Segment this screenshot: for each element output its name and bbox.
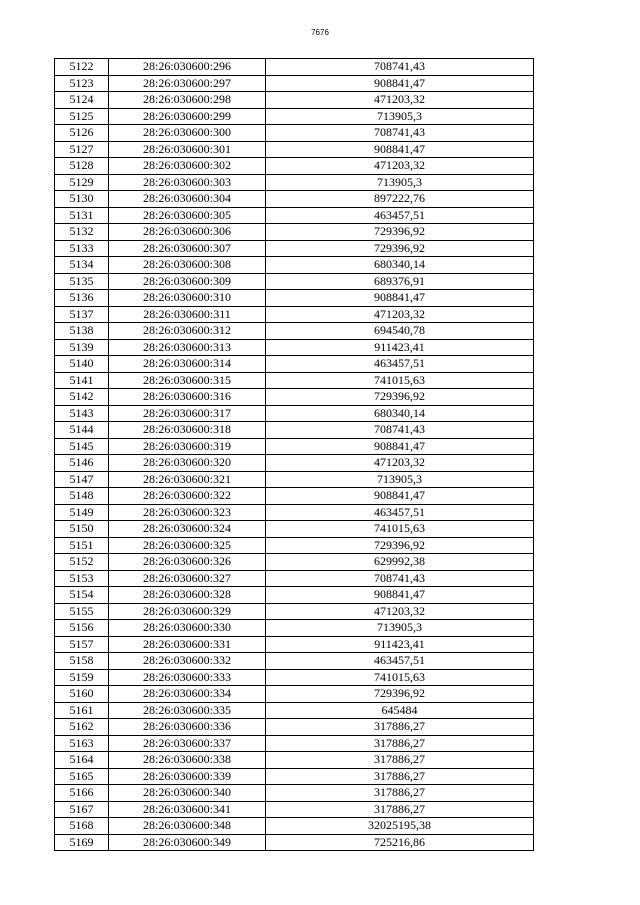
cadastral-value-cell: 708741,43 <box>266 422 534 439</box>
row-number-cell: 5161 <box>55 702 109 719</box>
table-row <box>55 587 534 604</box>
cadastral-value-cell: 911423,41 <box>266 339 534 356</box>
row-number-cell: 5157 <box>55 636 109 653</box>
cadastral-value-cell: 471203,32 <box>266 455 534 472</box>
cadastral-number-cell: 28:26:030600:337 <box>109 735 266 752</box>
cadastral-number-cell: 28:26:030600:297 <box>109 75 266 92</box>
cadastral-number-cell: 28:26:030600:320 <box>109 455 266 472</box>
cadastral-value-cell: 463457,51 <box>266 653 534 670</box>
cadastral-number-cell: 28:26:030600:330 <box>109 620 266 637</box>
cadastral-number-cell: 28:26:030600:340 <box>109 785 266 802</box>
cadastral-value-cell: 741015,63 <box>266 521 534 538</box>
row-number-cell: 5122 <box>55 59 109 76</box>
table-row <box>55 290 534 307</box>
row-number-cell: 5148 <box>55 488 109 505</box>
row-number-cell: 5130 <box>55 191 109 208</box>
row-number-cell: 5158 <box>55 653 109 670</box>
cadastral-value-cell: 729396,92 <box>266 537 534 554</box>
table-row <box>55 389 534 406</box>
row-number-cell: 5156 <box>55 620 109 637</box>
cadastral-number-cell: 28:26:030600:303 <box>109 174 266 191</box>
table-row <box>55 620 534 637</box>
cadastral-number-cell: 28:26:030600:304 <box>109 191 266 208</box>
cadastral-number-cell: 28:26:030600:331 <box>109 636 266 653</box>
cadastral-number-cell: 28:26:030600:308 <box>109 257 266 274</box>
cadastral-value-cell: 471203,32 <box>266 158 534 175</box>
table-row <box>55 207 534 224</box>
cadastral-number-cell: 28:26:030600:311 <box>109 306 266 323</box>
cadastral-value-cell: 897222,76 <box>266 191 534 208</box>
table-row <box>55 240 534 257</box>
cadastral-value-cell: 32025195,38 <box>266 818 534 835</box>
page-number: 7676 <box>311 28 329 37</box>
table-row <box>55 834 534 851</box>
row-number-cell: 5129 <box>55 174 109 191</box>
row-number-cell: 5140 <box>55 356 109 373</box>
table-row <box>55 669 534 686</box>
cadastral-value-cell: 908841,47 <box>266 488 534 505</box>
cadastral-number-cell: 28:26:030600:333 <box>109 669 266 686</box>
cadastral-value-cell: 908841,47 <box>266 75 534 92</box>
table-row <box>55 702 534 719</box>
cadastral-value-cell: 741015,63 <box>266 372 534 389</box>
row-number-cell: 5167 <box>55 801 109 818</box>
cadastral-value-cell: 317886,27 <box>266 752 534 769</box>
row-number-cell: 5155 <box>55 603 109 620</box>
cadastral-value-cell: 629992,38 <box>266 554 534 571</box>
table-row <box>55 108 534 125</box>
cadastral-number-cell: 28:26:030600:326 <box>109 554 266 571</box>
row-number-cell: 5160 <box>55 686 109 703</box>
cadastral-value-cell: 317886,27 <box>266 801 534 818</box>
cadastral-value-cell: 680340,14 <box>266 405 534 422</box>
table-row <box>55 75 534 92</box>
table-row <box>55 356 534 373</box>
table-row <box>55 785 534 802</box>
table-row <box>55 191 534 208</box>
row-number-cell: 5149 <box>55 504 109 521</box>
row-number-cell: 5141 <box>55 372 109 389</box>
cadastral-number-cell: 28:26:030600:309 <box>109 273 266 290</box>
row-number-cell: 5151 <box>55 537 109 554</box>
cadastral-number-cell: 28:26:030600:319 <box>109 438 266 455</box>
cadastral-number-cell: 28:26:030600:298 <box>109 92 266 109</box>
cadastral-value-cell: 729396,92 <box>266 686 534 703</box>
table-row <box>55 554 534 571</box>
cadastral-number-cell: 28:26:030600:317 <box>109 405 266 422</box>
cadastral-value-cell: 708741,43 <box>266 125 534 142</box>
table-row <box>55 174 534 191</box>
row-number-cell: 5153 <box>55 570 109 587</box>
row-number-cell: 5132 <box>55 224 109 241</box>
cadastral-value-cell: 694540,78 <box>266 323 534 340</box>
cadastral-number-cell: 28:26:030600:323 <box>109 504 266 521</box>
row-number-cell: 5138 <box>55 323 109 340</box>
table-row <box>55 818 534 835</box>
cadastral-number-cell: 28:26:030600:324 <box>109 521 266 538</box>
cadastral-number-cell: 28:26:030600:349 <box>109 834 266 851</box>
cadastral-value-cell: 908841,47 <box>266 141 534 158</box>
row-number-cell: 5123 <box>55 75 109 92</box>
table-row <box>55 438 534 455</box>
cadastral-number-cell: 28:26:030600:318 <box>109 422 266 439</box>
row-number-cell: 5150 <box>55 521 109 538</box>
cadastral-value-cell: 689376,91 <box>266 273 534 290</box>
cadastral-value-cell: 680340,14 <box>266 257 534 274</box>
cadastral-value-cell: 463457,51 <box>266 504 534 521</box>
table-row <box>55 768 534 785</box>
cadastral-number-cell: 28:26:030600:312 <box>109 323 266 340</box>
cadastral-number-cell: 28:26:030600:302 <box>109 158 266 175</box>
table-row <box>55 752 534 769</box>
cadastral-value-cell: 729396,92 <box>266 389 534 406</box>
cadastral-number-cell: 28:26:030600:322 <box>109 488 266 505</box>
cadastral-value-cell: 908841,47 <box>266 587 534 604</box>
row-number-cell: 5145 <box>55 438 109 455</box>
cadastral-number-cell: 28:26:030600:306 <box>109 224 266 241</box>
cadastral-value-cell: 729396,92 <box>266 240 534 257</box>
row-number-cell: 5125 <box>55 108 109 125</box>
table-row <box>55 92 534 109</box>
table-row <box>55 735 534 752</box>
row-number-cell: 5126 <box>55 125 109 142</box>
cadastral-number-cell: 28:26:030600:348 <box>109 818 266 835</box>
table-row <box>55 521 534 538</box>
cadastral-number-cell: 28:26:030600:338 <box>109 752 266 769</box>
cadastral-value-cell: 908841,47 <box>266 290 534 307</box>
cadastral-value-cell: 471203,32 <box>266 603 534 620</box>
cadastral-number-cell: 28:26:030600:341 <box>109 801 266 818</box>
row-number-cell: 5134 <box>55 257 109 274</box>
table-row <box>55 339 534 356</box>
table-row <box>55 306 534 323</box>
cadastral-value-cell: 911423,41 <box>266 636 534 653</box>
cadastral-number-cell: 28:26:030600:327 <box>109 570 266 587</box>
cadastral-value-cell: 317886,27 <box>266 735 534 752</box>
row-number-cell: 5162 <box>55 719 109 736</box>
cadastral-number-cell: 28:26:030600:313 <box>109 339 266 356</box>
row-number-cell: 5169 <box>55 834 109 851</box>
table-row <box>55 224 534 241</box>
row-number-cell: 5127 <box>55 141 109 158</box>
table-row <box>55 273 534 290</box>
cadastral-number-cell: 28:26:030600:336 <box>109 719 266 736</box>
cadastral-value-cell: 713905,3 <box>266 174 534 191</box>
cadastral-number-cell: 28:26:030600:316 <box>109 389 266 406</box>
cadastral-value-cell: 713905,3 <box>266 108 534 125</box>
table-row <box>55 488 534 505</box>
table-row <box>55 636 534 653</box>
row-number-cell: 5168 <box>55 818 109 835</box>
row-number-cell: 5139 <box>55 339 109 356</box>
table-row <box>55 719 534 736</box>
cadastral-value-cell: 725216,86 <box>266 834 534 851</box>
cadastral-value-cell: 317886,27 <box>266 719 534 736</box>
table-row <box>55 455 534 472</box>
cadastral-number-cell: 28:26:030600:329 <box>109 603 266 620</box>
table-row <box>55 125 534 142</box>
cadastral-number-cell: 28:26:030600:315 <box>109 372 266 389</box>
table-row <box>55 504 534 521</box>
cadastral-number-cell: 28:26:030600:314 <box>109 356 266 373</box>
cadastral-value-cell: 713905,3 <box>266 471 534 488</box>
cadastral-number-cell: 28:26:030600:335 <box>109 702 266 719</box>
table-row <box>55 603 534 620</box>
row-number-cell: 5142 <box>55 389 109 406</box>
cadastral-number-cell: 28:26:030600:300 <box>109 125 266 142</box>
row-number-cell: 5159 <box>55 669 109 686</box>
cadastral-value-cell: 463457,51 <box>266 356 534 373</box>
row-number-cell: 5144 <box>55 422 109 439</box>
cadastral-number-cell: 28:26:030600:299 <box>109 108 266 125</box>
cadastral-number-cell: 28:26:030600:332 <box>109 653 266 670</box>
row-number-cell: 5128 <box>55 158 109 175</box>
row-number-cell: 5147 <box>55 471 109 488</box>
table-row <box>55 653 534 670</box>
table-row <box>55 471 534 488</box>
cadastral-value-cell: 471203,32 <box>266 306 534 323</box>
table-row <box>55 323 534 340</box>
cadastral-number-cell: 28:26:030600:296 <box>109 59 266 76</box>
cadastral-number-cell: 28:26:030600:334 <box>109 686 266 703</box>
row-number-cell: 5133 <box>55 240 109 257</box>
table-row <box>55 141 534 158</box>
cadastral-value-cell: 463457,51 <box>266 207 534 224</box>
cadastral-value-cell: 317886,27 <box>266 785 534 802</box>
row-number-cell: 5146 <box>55 455 109 472</box>
row-number-cell: 5152 <box>55 554 109 571</box>
cadastral-value-cell: 708741,43 <box>266 59 534 76</box>
table-row <box>55 372 534 389</box>
table-row <box>55 537 534 554</box>
cadastral-value-cell: 708741,43 <box>266 570 534 587</box>
table-row <box>55 257 534 274</box>
row-number-cell: 5166 <box>55 785 109 802</box>
table-row <box>55 59 534 76</box>
row-number-cell: 5135 <box>55 273 109 290</box>
cadastral-value-cell: 471203,32 <box>266 92 534 109</box>
row-number-cell: 5165 <box>55 768 109 785</box>
row-number-cell: 5136 <box>55 290 109 307</box>
cadastral-value-cell: 317886,27 <box>266 768 534 785</box>
cadastral-value-cell: 741015,63 <box>266 669 534 686</box>
table-row <box>55 158 534 175</box>
table-body <box>55 59 534 851</box>
row-number-cell: 5164 <box>55 752 109 769</box>
cadastral-value-table <box>54 58 534 851</box>
table-row <box>55 570 534 587</box>
table-row <box>55 405 534 422</box>
table-row <box>55 801 534 818</box>
cadastral-number-cell: 28:26:030600:301 <box>109 141 266 158</box>
row-number-cell: 5124 <box>55 92 109 109</box>
cadastral-number-cell: 28:26:030600:305 <box>109 207 266 224</box>
row-number-cell: 5143 <box>55 405 109 422</box>
row-number-cell: 5163 <box>55 735 109 752</box>
cadastral-number-cell: 28:26:030600:339 <box>109 768 266 785</box>
row-number-cell: 5154 <box>55 587 109 604</box>
table-row <box>55 686 534 703</box>
row-number-cell: 5131 <box>55 207 109 224</box>
cadastral-number-cell: 28:26:030600:328 <box>109 587 266 604</box>
cadastral-number-cell: 28:26:030600:321 <box>109 471 266 488</box>
cadastral-value-cell: 645484 <box>266 702 534 719</box>
cadastral-number-cell: 28:26:030600:325 <box>109 537 266 554</box>
cadastral-number-cell: 28:26:030600:307 <box>109 240 266 257</box>
cadastral-value-cell: 729396,92 <box>266 224 534 241</box>
cadastral-value-cell: 908841,47 <box>266 438 534 455</box>
row-number-cell: 5137 <box>55 306 109 323</box>
cadastral-number-cell: 28:26:030600:310 <box>109 290 266 307</box>
table-row <box>55 422 534 439</box>
cadastral-value-cell: 713905,3 <box>266 620 534 637</box>
